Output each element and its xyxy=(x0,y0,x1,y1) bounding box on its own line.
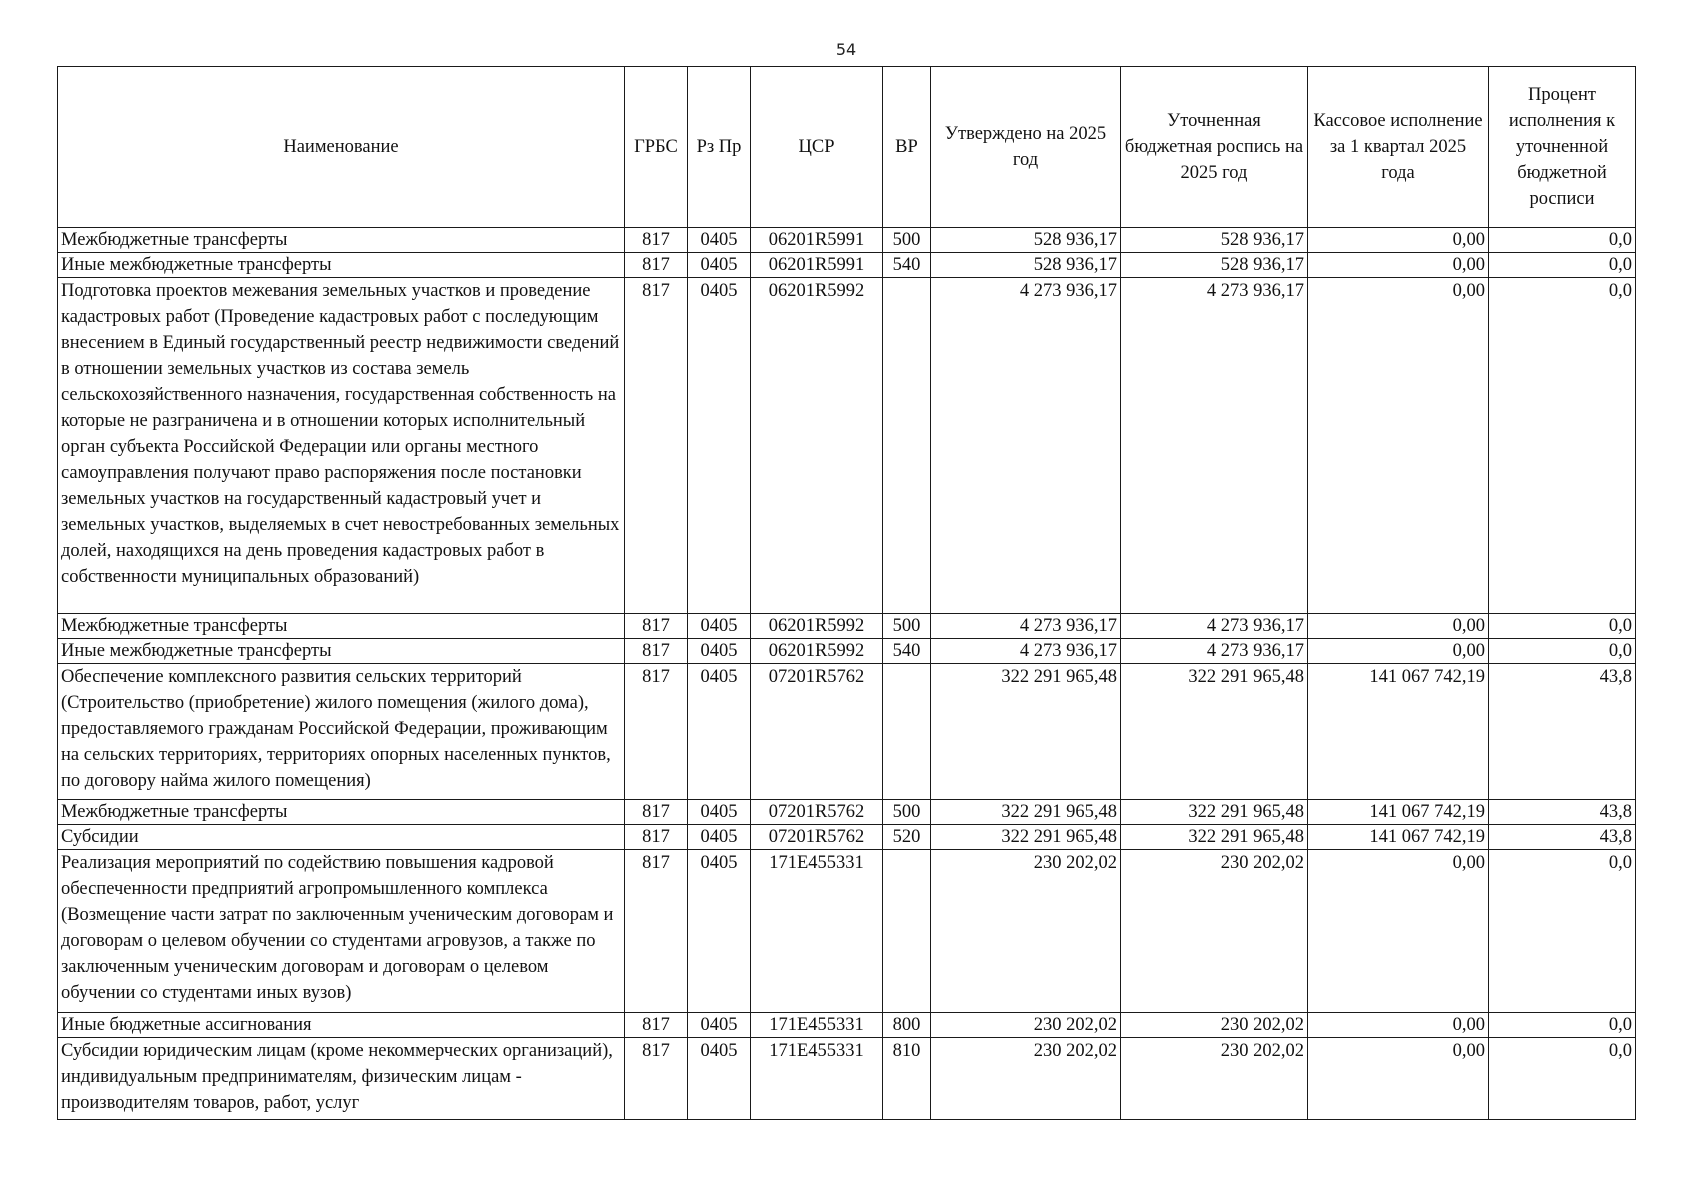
cell-vr xyxy=(883,278,931,614)
cell-refined: 528 936,17 xyxy=(1121,228,1308,253)
cell-approved: 230 202,02 xyxy=(931,1038,1121,1120)
cell-vr: 540 xyxy=(883,253,931,278)
cell-csr: 06201R5992 xyxy=(751,614,883,639)
header-rzpr: Рз Пр xyxy=(688,67,751,228)
cell-approved: 4 273 936,17 xyxy=(931,278,1121,614)
cell-refined: 230 202,02 xyxy=(1121,1013,1308,1038)
cell-vr: 500 xyxy=(883,614,931,639)
cell-grbs: 817 xyxy=(625,800,688,825)
cell-percent: 43,8 xyxy=(1489,825,1636,850)
cell-cash: 0,00 xyxy=(1308,1013,1489,1038)
table-header-row xyxy=(58,67,1636,228)
cell-rzpr: 0405 xyxy=(688,639,751,664)
cell-cash: 141 067 742,19 xyxy=(1308,664,1489,800)
cell-grbs: 817 xyxy=(625,1013,688,1038)
cell-rzpr: 0405 xyxy=(688,1013,751,1038)
cell-percent: 0,0 xyxy=(1489,614,1636,639)
table-row xyxy=(58,664,1636,800)
cell-refined: 322 291 965,48 xyxy=(1121,800,1308,825)
cell-rzpr: 0405 xyxy=(688,228,751,253)
cell-refined: 528 936,17 xyxy=(1121,253,1308,278)
cell-csr: 171E455331 xyxy=(751,1038,883,1120)
cell-rzpr: 0405 xyxy=(688,850,751,1013)
cell-refined: 4 273 936,17 xyxy=(1121,614,1308,639)
header-grbs: ГРБС xyxy=(625,67,688,228)
cell-refined: 4 273 936,17 xyxy=(1121,639,1308,664)
header-name: Наименование xyxy=(58,67,625,228)
cell-rzpr: 0405 xyxy=(688,800,751,825)
cell-csr: 06201R5991 xyxy=(751,228,883,253)
cell-rzpr: 0405 xyxy=(688,664,751,800)
table-row xyxy=(58,800,1636,825)
cell-approved: 4 273 936,17 xyxy=(931,614,1121,639)
header-approved: Утверждено на 2025 год xyxy=(931,67,1121,228)
cell-vr xyxy=(883,664,931,800)
cell-refined: 322 291 965,48 xyxy=(1121,664,1308,800)
cell-grbs: 817 xyxy=(625,228,688,253)
cell-vr: 500 xyxy=(883,228,931,253)
cell-grbs: 817 xyxy=(625,825,688,850)
cell-cash: 0,00 xyxy=(1308,614,1489,639)
header-refined: Уточненная бюджетная роспись на 2025 год xyxy=(1121,67,1308,228)
cell-name: Иные бюджетные ассигнования xyxy=(58,1013,625,1038)
cell-grbs: 817 xyxy=(625,253,688,278)
cell-name: Межбюджетные трансферты xyxy=(58,228,625,253)
cell-name: Реализация мероприятий по содействию повышения кадровой обеспеченности предприятий агропромышленного комплекса (Возмещение части затрат по заключенным ученическим договорам и договорам о целевом обучении со студентами агровузов, а также по заключенным ученическим договорам и договорам о целевом обучении со студентами иных вузов) xyxy=(58,850,625,1013)
cell-vr: 500 xyxy=(883,800,931,825)
cell-rzpr: 0405 xyxy=(688,614,751,639)
cell-cash: 0,00 xyxy=(1308,1038,1489,1120)
table-row xyxy=(58,253,1636,278)
cell-rzpr: 0405 xyxy=(688,1038,751,1120)
cell-name: Субсидии xyxy=(58,825,625,850)
cell-grbs: 817 xyxy=(625,1038,688,1120)
table-row xyxy=(58,850,1636,1013)
cell-csr: 171E455331 xyxy=(751,850,883,1013)
cell-cash: 141 067 742,19 xyxy=(1308,825,1489,850)
cell-approved: 230 202,02 xyxy=(931,850,1121,1013)
cell-approved: 322 291 965,48 xyxy=(931,800,1121,825)
table-row xyxy=(58,1038,1636,1120)
cell-grbs: 817 xyxy=(625,278,688,614)
cell-approved: 322 291 965,48 xyxy=(931,664,1121,800)
cell-csr: 06201R5992 xyxy=(751,278,883,614)
cell-name: Межбюджетные трансферты xyxy=(58,614,625,639)
cell-csr: 171E455331 xyxy=(751,1013,883,1038)
cell-vr xyxy=(883,850,931,1013)
cell-csr: 07201R5762 xyxy=(751,825,883,850)
cell-percent: 0,0 xyxy=(1489,253,1636,278)
cell-refined: 322 291 965,48 xyxy=(1121,825,1308,850)
cell-percent: 0,0 xyxy=(1489,1013,1636,1038)
cell-cash: 0,00 xyxy=(1308,278,1489,614)
cell-vr: 810 xyxy=(883,1038,931,1120)
budget-table xyxy=(57,66,1636,1120)
header-percent: Процент исполнения к уточненной бюджетной росписи xyxy=(1489,67,1636,228)
cell-vr: 800 xyxy=(883,1013,931,1038)
cell-name: Межбюджетные трансферты xyxy=(58,800,625,825)
table-row xyxy=(58,639,1636,664)
cell-cash: 0,00 xyxy=(1308,253,1489,278)
cell-csr: 06201R5991 xyxy=(751,253,883,278)
cell-percent: 43,8 xyxy=(1489,800,1636,825)
cell-approved: 322 291 965,48 xyxy=(931,825,1121,850)
cell-grbs: 817 xyxy=(625,664,688,800)
cell-cash: 141 067 742,19 xyxy=(1308,800,1489,825)
cell-cash: 0,00 xyxy=(1308,639,1489,664)
header-csr: ЦСР xyxy=(751,67,883,228)
cell-percent: 0,0 xyxy=(1489,850,1636,1013)
cell-percent: 0,0 xyxy=(1489,1038,1636,1120)
cell-cash: 0,00 xyxy=(1308,850,1489,1013)
cell-rzpr: 0405 xyxy=(688,825,751,850)
cell-approved: 230 202,02 xyxy=(931,1013,1121,1038)
cell-name: Обеспечение комплексного развития сельских территорий (Строительство (приобретение) жилого помещения (жилого дома), предоставляемого гражданам Российской Федерации, проживающим на сельских территориях, территориях опорных населенных пунктов, по договору найма жилого помещения) xyxy=(58,664,625,800)
cell-rzpr: 0405 xyxy=(688,278,751,614)
cell-percent: 0,0 xyxy=(1489,278,1636,614)
cell-vr: 540 xyxy=(883,639,931,664)
cell-csr: 07201R5762 xyxy=(751,664,883,800)
page-number: 54 xyxy=(835,40,857,59)
cell-approved: 4 273 936,17 xyxy=(931,639,1121,664)
table-row xyxy=(58,278,1636,614)
cell-csr: 07201R5762 xyxy=(751,800,883,825)
table-row xyxy=(58,614,1636,639)
cell-name: Субсидии юридическим лицам (кроме некоммерческих организаций), индивидуальным предпринимателям, физическим лицам - производителям товаров, работ, услуг xyxy=(58,1038,625,1120)
cell-percent: 0,0 xyxy=(1489,228,1636,253)
table-row xyxy=(58,825,1636,850)
table-row xyxy=(58,1013,1636,1038)
cell-refined: 4 273 936,17 xyxy=(1121,278,1308,614)
table-row xyxy=(58,228,1636,253)
cell-cash: 0,00 xyxy=(1308,228,1489,253)
header-cash: Кассовое исполнение за 1 квартал 2025 года xyxy=(1308,67,1489,228)
cell-name: Иные межбюджетные трансферты xyxy=(58,253,625,278)
cell-refined: 230 202,02 xyxy=(1121,850,1308,1013)
cell-percent: 0,0 xyxy=(1489,639,1636,664)
cell-rzpr: 0405 xyxy=(688,253,751,278)
header-vr: ВР xyxy=(883,67,931,228)
cell-grbs: 817 xyxy=(625,850,688,1013)
cell-grbs: 817 xyxy=(625,639,688,664)
cell-name: Иные межбюджетные трансферты xyxy=(58,639,625,664)
cell-approved: 528 936,17 xyxy=(931,253,1121,278)
cell-name: Подготовка проектов межевания земельных участков и проведение кадастровых работ (Проведение кадастровых работ с последующим внесением в Единый государственный реестр недвижимости сведений в отношении земельных участков из состава земель сельскохозяйственного назначения, государственная собственность на которые не разграничена и в отношении которых исполнительный орган субъекта Российской Федерации или органы местного самоуправления получают право распоряжения после постановки земельных участков на государственный кадастровый учет и земельных участков, выделяемых в счет невостребованных земельных долей, находящихся на день проведения кадастровых работ в собственности муниципальных образований) xyxy=(58,278,625,614)
cell-csr: 06201R5992 xyxy=(751,639,883,664)
cell-approved: 528 936,17 xyxy=(931,228,1121,253)
cell-percent: 43,8 xyxy=(1489,664,1636,800)
cell-refined: 230 202,02 xyxy=(1121,1038,1308,1120)
cell-grbs: 817 xyxy=(625,614,688,639)
cell-vr: 520 xyxy=(883,825,931,850)
